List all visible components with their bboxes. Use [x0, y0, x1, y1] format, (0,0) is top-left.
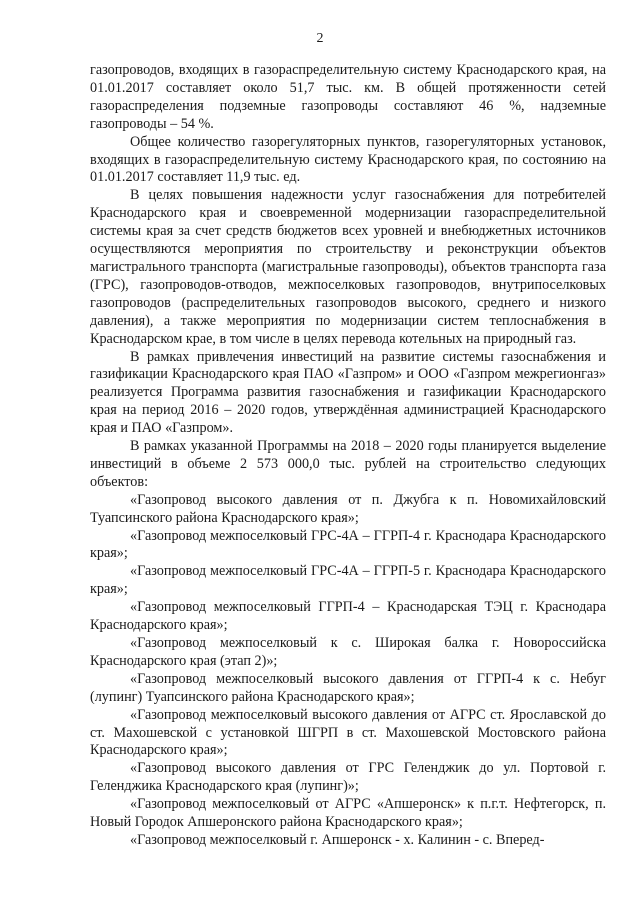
- document-body: [90, 62, 606, 850]
- paragraph: Общее количество газорегуляторных пунктов, газорегуляторных установок, входящих в газораспределительную систему Краснодарского края, по состоянию на 01.01.2017 составляет 11,9 тыс. ед.: [90, 133, 606, 186]
- paragraph: В рамках указанной Программы на 2018 – 2020 годы планируется выделение инвестиций в объеме 2 573 000,0 тыс. рублей на строительство следующих объектов:: [90, 438, 606, 490]
- list-item: «Газопровод высокого давления от п. Джубга к п. Новомихайловский Туапсинского района Краснодарского края»;: [90, 491, 606, 526]
- list-item: «Газопровод межпоселковый высокого давления от АГРС ст. Ярославской до ст. Махошевской с установкой ШГРП в ст. Махошевской Мостовского района Краснодарского края»;: [90, 706, 606, 759]
- list-item: «Газопровод межпоселковый ГРС-4А – ГГРП-5 г. Краснодара Краснодарского края»;: [90, 563, 606, 598]
- paragraph: В рамках привлечения инвестиций на развитие системы газоснабжения и газификации Краснодарского края ПАО «Газпром» и ООО «Газпром межрегионгаз» реализуется Программа развития газоснабжения и газификации Краснодарского края на период 2016 – 2020 годов, утверждённая администрацией Краснодарского края и ПАО «Газпром».: [90, 348, 606, 437]
- list-item: «Газопровод межпоселковый от АГРС «Апшеронск» к п.г.т. Нефтегорск, п. Новый Городок Апшеронского района Краснодарского края»;: [90, 796, 606, 831]
- list-item: «Газопровод межпоселковый высокого давления от ГГРП-4 к с. Небуг (лупинг) Туапсинского района Краснодарского края»;: [90, 670, 606, 705]
- list-item: «Газопровод межпоселковый ГРС-4А – ГГРП-4 г. Краснодара Краснодарского края»;: [90, 527, 606, 562]
- list-item: «Газопровод межпоселковый к с. Широкая балка г. Новороссийска Краснодарского края (этап 2)»;: [90, 635, 606, 669]
- list-item: «Газопровод межпоселковый ГГРП-4 – Краснодарская ТЭЦ г. Краснодара Краснодарского края»;: [90, 599, 606, 634]
- page-number: 2: [316, 31, 324, 46]
- paragraph: газопроводов, входящих в газораспределительную систему Краснодарского края, на 01.01.2017 составляет около 51,7 тыс. км. В общей протяженности сетей газораспределения подземные газопроводы составляют 46 %, надземные газопроводы – 54 %.: [90, 62, 606, 132]
- list-item: «Газопровод межпоселковый г. Апшеронск - х. Калинин - с. Вперед-: [130, 831, 545, 848]
- paragraph: В целях повышения надежности услуг газоснабжения для потребителей Краснодарского края и своевременной модернизации газораспределительной системы края за счет средств бюджетов всех уровней и внебюджетных источников осуществляются мероприятия по строительству и реконструкции объектов магистрального транспорта (магистральные газопроводы), объектов транспорта газа (ГРС), газопроводов-отводов, межпоселковых газопроводов, внутрипоселковых газопроводов (распределительных газопроводов высокого, среднего и низкого давления), а также мероприятия по модернизации систем теплоснабжения в Краснодарском крае, в том числе в целях перевода котельных на природный газ.: [90, 187, 606, 347]
- list-item: «Газопровод высокого давления от ГРС Геленджик до ул. Портовой г. Геленджика Краснодарского края (лупинг)»;: [90, 760, 606, 795]
